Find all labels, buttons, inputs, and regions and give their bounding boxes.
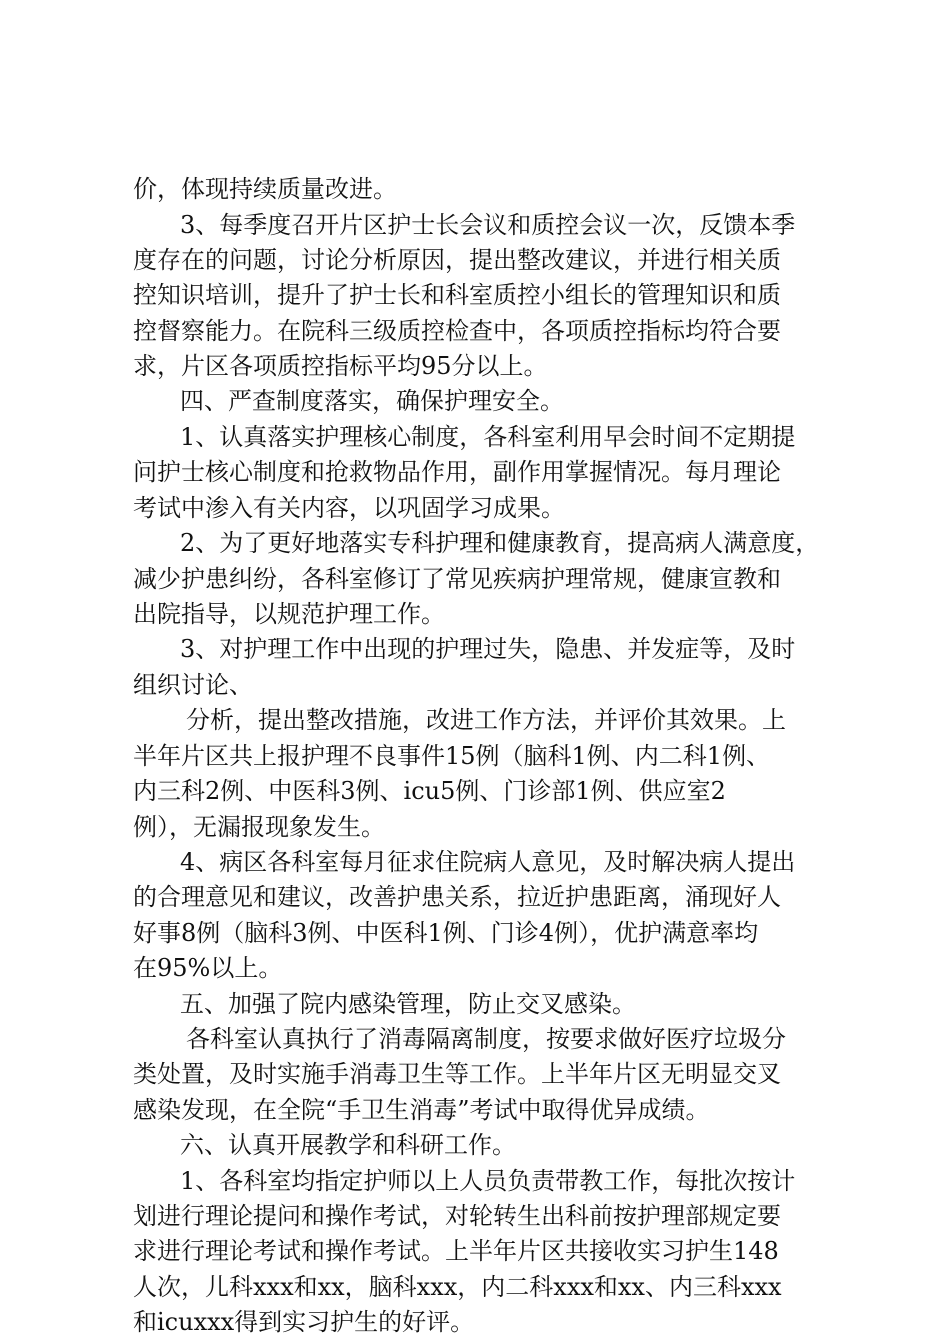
text-line: 3、每季度召开片区护士长会议和质控会议一次，反馈本季 [180,211,796,239]
text-line: 度存在的问题，讨论分析原因，提出整改建议，并进行相关质 [133,246,781,274]
text-line: 类处置，及时实施手消毒卫生等工作。上半年片区无明显交叉 [133,1060,781,1088]
text-line: 和icuxxx得到实习护生的好评。 [133,1308,475,1336]
text-line: 1、各科室均指定护师以上人员负责带教工作，每批次按计 [180,1167,796,1195]
text-line: 求，片区各项质控指标平均95分以上。 [133,352,548,380]
text-line: 控督察能力。在院科三级质控检查中，各项质控指标均符合要 [133,317,781,345]
text-line: 在95%以上。 [133,954,283,982]
text-line: 控知识培训，提升了护士长和科室质控小组长的管理知识和质 [133,281,781,309]
section-heading: 四、严查制度落实，确保护理安全。 [180,387,564,415]
text-line: 价，体现持续质量改进。 [133,175,397,203]
text-line: 人次，儿科xxx和xx，脑科xxx，内二科xxx和xx、内三科xxx [133,1273,782,1301]
section-heading: 五、加强了院内感染管理，防止交叉感染。 [180,990,636,1018]
text-line: 例），无漏报现象发生。 [133,813,385,841]
text-line: 考试中渗入有关内容，以巩固学习成果。 [133,494,565,522]
text-line: 半年片区共上报护理不良事件15例（脑科1例、内二科1例、 [133,742,771,770]
text-line: 问护士核心制度和抢救物品作用，副作用掌握情况。每月理论 [133,458,781,486]
text-line: 减少护患纠纷，各科室修订了常见疾病护理常规，健康宣教和 [133,565,781,593]
text-line: 出院指导，以规范护理工作。 [133,600,445,628]
text-line: 4、病区各科室每月征求住院病人意见，及时解决病人提出 [180,848,796,876]
text-line: 感染发现，在全院“手卫生消毒”考试中取得优异成绩。 [133,1096,710,1124]
text-line: 组织讨论、 [133,671,253,699]
text-line: 3、对护理工作中出现的护理过失，隐患、并发症等，及时 [180,635,796,663]
text-line: 2、为了更好地落实专科护理和健康教育，提高病人满意度， [180,529,820,557]
section-heading: 六、认真开展教学和科研工作。 [180,1131,516,1159]
text-line: 求进行理论考试和操作考试。上半年片区共接收实习护生148 [133,1237,779,1265]
text-line: 各科室认真执行了消毒隔离制度，按要求做好医疗垃圾分 [186,1025,786,1053]
text-line: 分析，提出整改措施，改进工作方法，并评价其效果。上 [186,706,786,734]
text-line: 内三科2例、中医科3例、icu5例、门诊部1例、供应室2 [133,777,726,805]
text-line: 好事8例（脑科3例、中医科1例、门诊4例），优护满意率均 [133,919,759,947]
text-line: 的合理意见和建议，改善护患关系，拉近护患距离，涌现好人 [133,883,781,911]
text-line: 1、认真落实护理核心制度，各科室利用早会时间不定期提 [180,423,796,451]
text-line: 划进行理论提问和操作考试，对轮转生出科前按护理部规定要 [133,1202,781,1230]
